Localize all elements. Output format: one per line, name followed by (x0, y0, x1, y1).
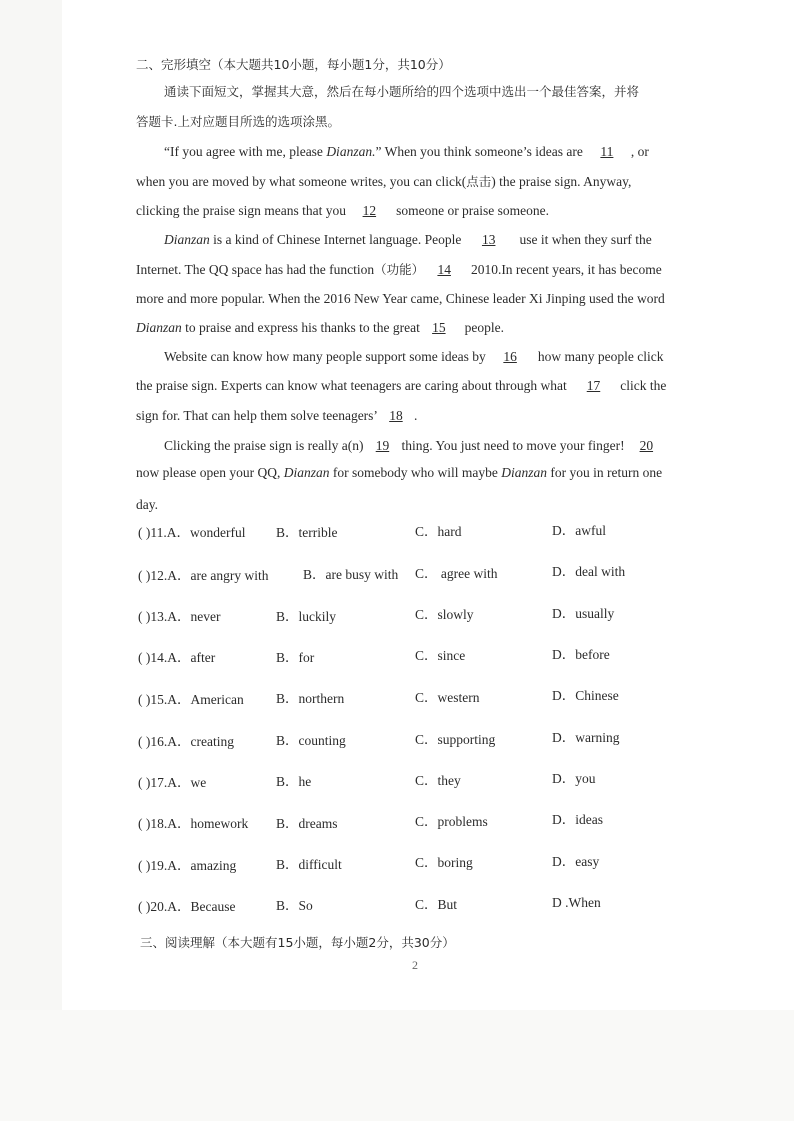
text: 2010.In recent years, it has become (470, 262, 662, 277)
text: is a kind of Chinese Internet language. People (209, 232, 462, 247)
option-d: D．before (552, 647, 610, 662)
blank-18: 18 (389, 408, 403, 423)
option-q13: ( )13.A．never (138, 609, 221, 624)
option-b: B．counting (276, 733, 346, 748)
text: ) the praise sign. Anyway, (491, 174, 632, 189)
blank-19: 19 (375, 438, 390, 453)
text: . (413, 408, 418, 423)
text: for you in return one (546, 465, 663, 480)
option-b: B．difficult (276, 857, 342, 872)
text: when you are moved by what someone writes, you can click( (136, 174, 467, 189)
text: Internet. The QQ space has had the function (136, 262, 375, 277)
passage-p4-line2 (136, 464, 662, 482)
section2-instruction-line2: 答题卡.上对应题目所选的选项涂黑。 (136, 114, 340, 129)
option-d: D .When (552, 895, 601, 910)
option-q20: ( )20.A．Because (138, 899, 236, 914)
blank-11: 11 (600, 144, 614, 159)
text-italic: Dianzan (136, 320, 182, 335)
passage-p2-line4 (136, 319, 504, 337)
section2-instruction-line1: 通读下面短文，掌握其大意，然后在每小题所给的四个选项中选出一个最佳答案，并将 (164, 84, 640, 99)
option-b: B．terrible (276, 525, 338, 540)
passage-p2-line3: more and more popular. When the 2016 New Year came, Chinese leader Xi Jinping used the word (136, 291, 665, 306)
option-c: C．problems (415, 814, 488, 829)
option-c: C．hard (415, 524, 462, 539)
text-chinese: 点击 (466, 174, 492, 189)
blank-14: 14 (437, 262, 451, 277)
option-b: B．luckily (276, 609, 336, 624)
option-c: C．But (415, 897, 458, 912)
text: clicking the praise sign means that you (136, 203, 346, 218)
option-d: D．Chinese (552, 688, 619, 703)
text: how many people click (537, 349, 664, 364)
text: to praise and express his thanks to the great (181, 320, 420, 335)
passage-p2-line2 (136, 261, 662, 279)
blank-17: 17 (586, 378, 601, 393)
text: “If you agree with me, please (164, 144, 327, 159)
text: the praise sign. Experts can know what teenagers are caring about through what (136, 378, 567, 393)
text-italic: Dianzan. (326, 144, 376, 159)
passage-p3-line3 (136, 407, 417, 425)
option-b: B．are busy with (303, 567, 399, 582)
passage-p1-line1 (164, 143, 649, 161)
option-c: C．supporting (415, 732, 496, 747)
text-italic: Dianzan (283, 465, 330, 480)
option-c: C．slowly (415, 607, 474, 622)
option-b: B．So (276, 898, 313, 913)
option-d: D．easy (552, 854, 600, 869)
option-c: C．since (415, 648, 466, 663)
option-b: B．dreams (276, 816, 338, 831)
option-b: B．northern (276, 691, 345, 706)
text: click the (620, 378, 667, 393)
text: , or (630, 144, 649, 159)
blank-16: 16 (503, 349, 517, 364)
text: ” When you think someone’s ideas are (375, 144, 583, 159)
option-d: D．usually (552, 606, 615, 621)
page-left-margin (0, 0, 62, 1010)
option-q11: ( )11.A．wonderful (138, 525, 246, 540)
option-d: D．deal with (552, 564, 626, 579)
section2-title: 二、完形填空（本大题共10小题，每小题1分，共10分） (136, 57, 451, 72)
option-q19: ( )19.A．amazing (138, 858, 237, 873)
section3-title: 三、阅读理解（本大题有15小题，每小题2分，共30分） (140, 935, 455, 950)
option-d: D．you (552, 771, 596, 786)
text: Website can know how many people support some ideas by (164, 349, 486, 364)
option-q18: ( )18.A．homework (138, 816, 249, 831)
passage-p1-line3 (136, 202, 549, 220)
passage-p3-line2 (136, 377, 666, 395)
text-italic: Dianzan (164, 232, 210, 247)
text: people. (464, 320, 504, 335)
blank-12: 12 (362, 203, 377, 218)
blank-13: 13 (481, 232, 496, 247)
option-b: B．for (276, 650, 315, 665)
option-q15: ( )15.A．American (138, 692, 244, 707)
passage-p1-line2 (136, 173, 631, 191)
blank-20: 20 (639, 438, 654, 453)
text: someone or praise someone. (396, 203, 550, 218)
option-d: D．warning (552, 730, 620, 745)
option-q17: ( )17.A．we (138, 775, 207, 790)
blank-15: 15 (432, 320, 446, 335)
option-q16: ( )16.A．creating (138, 734, 234, 749)
text: for somebody who will maybe (329, 465, 502, 480)
text-chinese: （功能） (374, 262, 425, 277)
option-c: C．they (415, 773, 461, 788)
passage-p3-line1 (164, 348, 663, 366)
option-c: C．western (415, 690, 480, 705)
option-d: D．awful (552, 523, 606, 538)
option-b: B．he (276, 774, 312, 789)
text: sign for. That can help them solve teenagers’ (136, 408, 378, 423)
option-c: C． agree with (415, 566, 498, 581)
page-bottom-margin (0, 1010, 794, 1121)
text-italic: Dianzan (501, 465, 547, 480)
option-q12: ( )12.A．are angry with (138, 568, 269, 583)
option-q14: ( )14.A．after (138, 650, 216, 665)
passage-p2-line1 (164, 231, 652, 249)
text: use it when they surf the (519, 232, 652, 247)
text: Clicking the praise sign is really a(n) (164, 438, 364, 453)
text: now please open your QQ, (136, 465, 284, 480)
page-number: 2 (412, 958, 418, 972)
text: thing. You just need to move your finger! (401, 438, 625, 453)
passage-p4-line1 (164, 437, 661, 455)
passage-p4-line3: day. (136, 497, 158, 512)
option-c: C．boring (415, 855, 473, 870)
option-d: D．ideas (552, 812, 603, 827)
